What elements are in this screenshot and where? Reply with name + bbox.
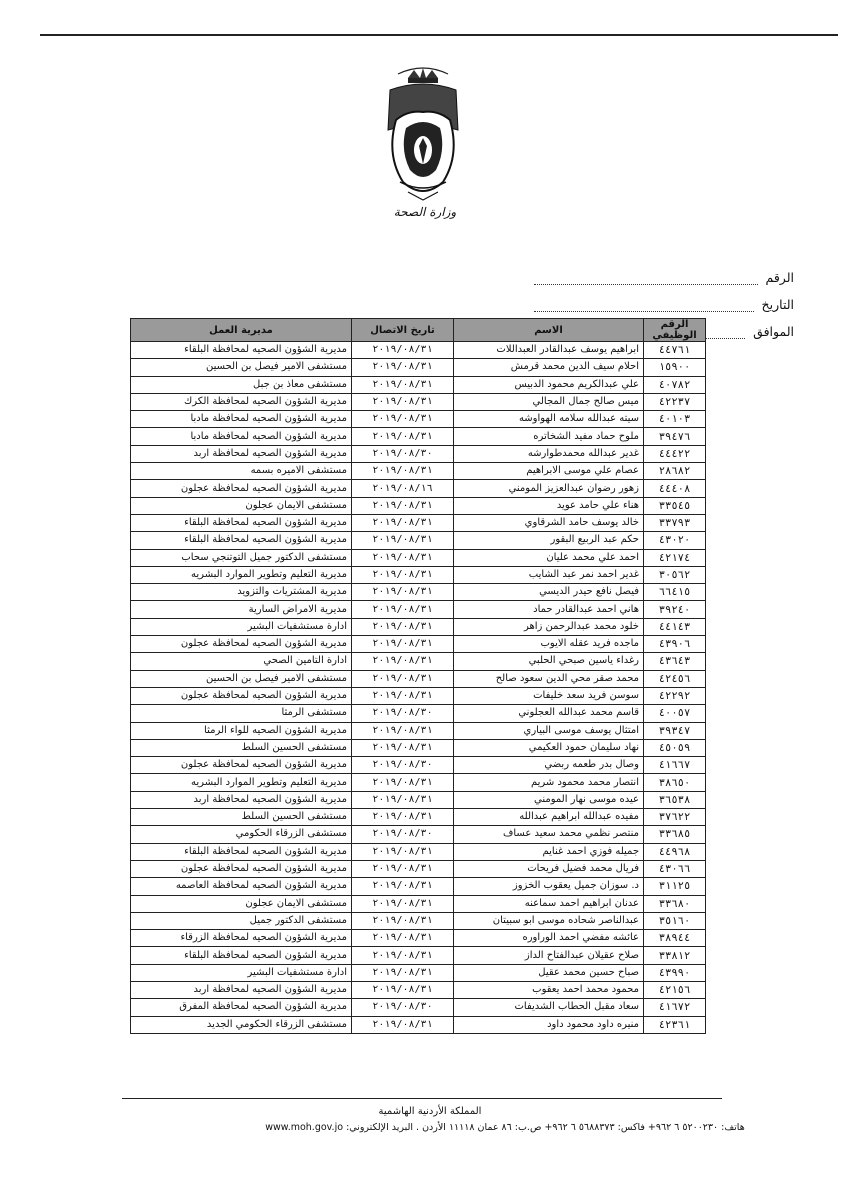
employee-name-cell: سعاد مقبل الحطاب الشديفات	[454, 999, 644, 1016]
workplace-cell: مستشفى الحسين السلط	[131, 739, 352, 756]
table-row	[131, 999, 706, 1016]
workplace-cell: مستشفى الامير فيصل بن الحسين	[131, 670, 352, 687]
employee-name-cell: منيره داود محمود داود	[454, 1016, 644, 1033]
ref-corresponding-label: الموافق	[753, 324, 794, 339]
workplace-cell: مستشفى الزرقاء الحكومي الجديد	[131, 1016, 352, 1033]
employee-number-cell: ١٥٩٠٠	[644, 359, 706, 376]
employees-table-wrapper	[130, 318, 705, 1034]
employee-number-cell: ٤٤٤٠٨	[644, 480, 706, 497]
workplace-cell: مديرية الشؤون الصحيه للواء الرمثا	[131, 722, 352, 739]
employee-name-cell: محمد صقر محي الدين سعود صالح	[454, 670, 644, 687]
contact-date-cell: ٢٠١٩/٠٨/٣١	[352, 497, 454, 514]
table-row	[131, 653, 706, 670]
employee-name-cell: عصام علي موسى الابراهيم	[454, 463, 644, 480]
employee-name-cell: عدنان ابراهيم احمد سماعنه	[454, 895, 644, 912]
employee-number-cell: ٣١١٢٥	[644, 878, 706, 895]
workplace-cell: مديرية الشؤون الصحيه لمحافظة البلقاء	[131, 514, 352, 531]
contact-date-cell: ٢٠١٩/٠٨/٣١	[352, 359, 454, 376]
workplace-cell: مديرية المشتريات والتزويد	[131, 584, 352, 601]
employee-name-cell: غدير عبدالله محمدطوارشه	[454, 445, 644, 462]
employee-name-cell: سيته عبدالله سلامه الهواوشه	[454, 411, 644, 428]
footer-contact-details: هاتف: ٥٢٠٠٢٣٠ ٦ ٩٦٢+ فاكس: ٥٦٨٨٣٧٣ ٦ ٩٦٢+ ص.ب: ٨٦ عمان ١١١١٨ الأردن . البريد الإلكتروني:	[346, 1122, 745, 1133]
contact-date-cell: ٢٠١٩/٠٨/٣١	[352, 791, 454, 808]
employee-name-cell: فيصل نافع حيدر الديسي	[454, 584, 644, 601]
table-row	[131, 739, 706, 756]
workplace-cell: مديرية الشؤون الصحيه لمحافظة مادبا	[131, 411, 352, 428]
contact-date-cell: ٢٠١٩/٠٨/٣٠	[352, 757, 454, 774]
workplace-cell: مديرية الشؤون الصحيه لمحافظة اربد	[131, 981, 352, 998]
employee-name-cell: سوسن فريد سعد خليفات	[454, 687, 644, 704]
workplace-cell: مديرية الشؤون الصحيه لمحافظة العاصمه	[131, 878, 352, 895]
employee-name-cell: عائشه مفضي احمد الوراوره	[454, 930, 644, 947]
contact-date-cell: ٢٠١٩/٠٨/٣١	[352, 376, 454, 393]
employee-name-cell: ميس صالح جمال المجالي	[454, 393, 644, 410]
table-row	[131, 532, 706, 549]
table-row	[131, 342, 706, 359]
employee-number-cell: ٤٢٢٣٧	[644, 393, 706, 410]
employee-number-cell: ٢٨٦٨٢	[644, 463, 706, 480]
contact-date-cell: ٢٠١٩/٠٨/٣١	[352, 342, 454, 359]
table-row	[131, 359, 706, 376]
employee-number-cell: ٣٣٨١٢	[644, 947, 706, 964]
workplace-cell: مستشفى معاذ بن جبل	[131, 376, 352, 393]
workplace-cell: مستشفى الزرقاء الحكومي	[131, 826, 352, 843]
column-header-employee-number: الرقم الوظيفي	[644, 319, 706, 342]
contact-date-cell: ٢٠١٩/٠٨/٣٠	[352, 826, 454, 843]
table-row	[131, 636, 706, 653]
contact-date-cell: ٢٠١٩/٠٨/٣١	[352, 809, 454, 826]
table-row	[131, 930, 706, 947]
ministry-name: وزارة الصحة	[393, 205, 457, 219]
footer-rule	[122, 1098, 722, 1099]
workplace-cell: ادارة التامين الصحي	[131, 653, 352, 670]
employee-name-cell: احلام سيف الدين محمد قرمش	[454, 359, 644, 376]
table-row	[131, 895, 706, 912]
table-row	[131, 791, 706, 808]
workplace-cell: مديرية الشؤون الصحيه لمحافظة الزرقاء	[131, 930, 352, 947]
contact-date-cell: ٢٠١٩/٠٨/٣١	[352, 411, 454, 428]
workplace-cell: مديرية التعليم وتطوير الموارد البشريه	[131, 774, 352, 791]
employee-number-cell: ٤٣٦٤٣	[644, 653, 706, 670]
contact-date-cell: ٢٠١٩/٠٨/١٦	[352, 480, 454, 497]
contact-date-cell: ٢٠١٩/٠٨/٣١	[352, 739, 454, 756]
employee-number-cell: ٣٣٦٨٥	[644, 826, 706, 843]
employee-name-cell: حكم عبد الربيع البقور	[454, 532, 644, 549]
employee-name-cell: مفيده عبدالله ابراهيم عبدالله	[454, 809, 644, 826]
contact-date-cell: ٢٠١٩/٠٨/٣١	[352, 687, 454, 704]
employee-number-cell: ٤٢٢٩٢	[644, 687, 706, 704]
workplace-cell: مستشفى الاميره بسمه	[131, 463, 352, 480]
employee-number-cell: ٤٤١٤٣	[644, 618, 706, 635]
employee-name-cell: محمود محمد احمد يعقوب	[454, 981, 644, 998]
employee-number-cell: ٣٨٦٥٠	[644, 774, 706, 791]
table-row	[131, 843, 706, 860]
contact-date-cell: ٢٠١٩/٠٨/٣١	[352, 549, 454, 566]
workplace-cell: مستشفى الدكتور جميل التوتنجي سحاب	[131, 549, 352, 566]
contact-date-cell: ٢٠١٩/٠٨/٣١	[352, 722, 454, 739]
employee-number-cell: ٣٥١٦٠	[644, 912, 706, 929]
contact-date-cell: ٢٠١٩/٠٨/٣٠	[352, 999, 454, 1016]
employee-number-cell: ٤٢٤٥٦	[644, 670, 706, 687]
table-header-row	[131, 319, 706, 342]
employee-number-cell: ٦٦٤١٥	[644, 584, 706, 601]
employee-name-cell: صباح حسين محمد عقيل	[454, 964, 644, 981]
employee-number-cell: ٣٨٩٤٤	[644, 930, 706, 947]
table-row	[131, 826, 706, 843]
contact-date-cell: ٢٠١٩/٠٨/٣١	[352, 912, 454, 929]
footer-kingdom-name: المملكة الأردنية الهاشمية	[378, 1106, 482, 1117]
employee-number-cell: ٣٣٦٨٠	[644, 895, 706, 912]
contact-date-cell: ٢٠١٩/٠٨/٣١	[352, 618, 454, 635]
table-row	[131, 393, 706, 410]
employee-number-cell: ٣٩٤٧٦	[644, 428, 706, 445]
workplace-cell: مديرية الشؤون الصحيه لمحافظة اربد	[131, 445, 352, 462]
employee-name-cell: نهاد سليمان حمود العكيمي	[454, 739, 644, 756]
workplace-cell: مديرية الشؤون الصحيه لمحافظة اربد	[131, 791, 352, 808]
workplace-cell: مديرية الشؤون الصحيه لمحافظة عجلون	[131, 636, 352, 653]
contact-date-cell: ٢٠١٩/٠٨/٣١	[352, 947, 454, 964]
table-row	[131, 809, 706, 826]
employee-name-cell: منتصر نظمي محمد سعيد عساف	[454, 826, 644, 843]
table-row	[131, 687, 706, 704]
workplace-cell: مستشفى الامير فيصل بن الحسين	[131, 359, 352, 376]
employee-name-cell: غدير احمد نمر عبد الشايب	[454, 566, 644, 583]
contact-date-cell: ٢٠١٩/٠٨/٣١	[352, 393, 454, 410]
employee-name-cell: ماجده فريد عقله الايوب	[454, 636, 644, 653]
table-row	[131, 981, 706, 998]
employee-number-cell: ٤٣٩٠٦	[644, 636, 706, 653]
column-header-date: تاريخ الاتصال	[352, 319, 454, 342]
employee-name-cell: وصال بدر طعمه ربضي	[454, 757, 644, 774]
employee-number-cell: ٣٩٢٤٠	[644, 601, 706, 618]
ref-date-label: التاريخ	[761, 297, 794, 312]
contact-date-cell: ٢٠١٩/٠٨/٣١	[352, 964, 454, 981]
coat-of-arms-emblem	[378, 60, 468, 210]
employee-name-cell: قاسم محمد عبدالله العجلوني	[454, 705, 644, 722]
table-row	[131, 964, 706, 981]
ref-number-blank	[534, 273, 758, 285]
table-row	[131, 860, 706, 877]
employee-number-cell: ٣٩٣٤٧	[644, 722, 706, 739]
table-row	[131, 670, 706, 687]
employee-name-cell: صلاح عقيلان عبدالفتاح الداز	[454, 947, 644, 964]
table-row	[131, 705, 706, 722]
employee-number-cell: ٤٤٤٢٢	[644, 445, 706, 462]
table-row	[131, 757, 706, 774]
workplace-cell: مديرية الشؤون الصحيه لمحافظة الكرك	[131, 393, 352, 410]
workplace-cell: مستشفى الايمان عجلون	[131, 895, 352, 912]
workplace-cell: مستشفى الايمان عجلون	[131, 497, 352, 514]
employee-name-cell: د. سوزان جميل يعقوب الخزوز	[454, 878, 644, 895]
employee-number-cell: ٣٦٥٣٨	[644, 791, 706, 808]
employees-table	[130, 318, 706, 1034]
contact-date-cell: ٢٠١٩/٠٨/٣١	[352, 463, 454, 480]
employee-name-cell: هاني احمد عبدالقادر حماد	[454, 601, 644, 618]
contact-date-cell: ٢٠١٩/٠٨/٣١	[352, 532, 454, 549]
workplace-cell: ادارة مستشفيات البشير	[131, 964, 352, 981]
employee-number-cell: ٤٣٠٦٦	[644, 860, 706, 877]
workplace-cell: مديرية الشؤون الصحيه لمحافظة عجلون	[131, 757, 352, 774]
employee-number-cell: ٤٤٧٦١	[644, 342, 706, 359]
contact-date-cell: ٢٠١٩/٠٨/٣١	[352, 428, 454, 445]
contact-date-cell: ٢٠١٩/٠٨/٣١	[352, 566, 454, 583]
contact-date-cell: ٢٠١٩/٠٨/٣٠	[352, 445, 454, 462]
workplace-cell: مستشفى الحسين السلط	[131, 809, 352, 826]
ref-date-row	[534, 285, 794, 312]
contact-date-cell: ٢٠١٩/٠٨/٣١	[352, 636, 454, 653]
employee-number-cell: ٤١٦٦٧	[644, 757, 706, 774]
table-row	[131, 549, 706, 566]
employee-name-cell: ملوح حماد مفيد الشخاتره	[454, 428, 644, 445]
ref-date-blank	[534, 300, 754, 312]
employee-number-cell: ٤٠٠٥٧	[644, 705, 706, 722]
employee-name-cell: فريال محمد فضيل فريحات	[454, 860, 644, 877]
workplace-cell: مديرية الشؤون الصحيه لمحافظة عجلون	[131, 480, 352, 497]
header-rule	[40, 34, 838, 36]
contact-date-cell: ٢٠١٩/٠٨/٣١	[352, 670, 454, 687]
employee-number-cell: ٤٣٩٩٠	[644, 964, 706, 981]
employee-name-cell: عبدالناصر شحاده موسى ابو سبيتان	[454, 912, 644, 929]
table-row	[131, 514, 706, 531]
employee-number-cell: ٣٠٥٦٢	[644, 566, 706, 583]
workplace-cell: مديرية الشؤون الصحيه لمحافظة مادبا	[131, 428, 352, 445]
contact-date-cell: ٢٠١٩/٠٨/٣١	[352, 895, 454, 912]
employee-name-cell: خالد يوسف حامد الشرقاوي	[454, 514, 644, 531]
contact-date-cell: ٢٠١٩/٠٨/٣١	[352, 1016, 454, 1033]
table-row	[131, 566, 706, 583]
employee-name-cell: جميله فوزي احمد غنايم	[454, 843, 644, 860]
employee-name-cell: انتصار محمد محمود شريم	[454, 774, 644, 791]
contact-date-cell: ٢٠١٩/٠٨/٣١	[352, 601, 454, 618]
footer-website-link[interactable]: www.moh.gov.jo	[265, 1122, 344, 1133]
contact-date-cell: ٢٠١٩/٠٨/٣١	[352, 878, 454, 895]
table-row	[131, 774, 706, 791]
workplace-cell: مديرية التعليم وتطوير الموارد البشريه	[131, 566, 352, 583]
ref-number-label: الرقم	[765, 270, 794, 285]
employee-name-cell: امتثال يوسف موسى البياري	[454, 722, 644, 739]
table-row	[131, 428, 706, 445]
table-row	[131, 601, 706, 618]
employee-number-cell: ٤٣٠٢٠	[644, 532, 706, 549]
employee-number-cell: ٣٣٥٤٥	[644, 497, 706, 514]
workplace-cell: مديرية الشؤون الصحيه لمحافظة البلقاء	[131, 947, 352, 964]
table-row	[131, 584, 706, 601]
employee-name-cell: زهور رضوان عبدالعزيز المومني	[454, 480, 644, 497]
workplace-cell: مستشفى الدكتور جميل	[131, 912, 352, 929]
table-row	[131, 618, 706, 635]
employee-number-cell: ٤٥٠٥٩	[644, 739, 706, 756]
table-row	[131, 1016, 706, 1033]
contact-date-cell: ٢٠١٩/٠٨/٣١	[352, 930, 454, 947]
table-row	[131, 722, 706, 739]
contact-date-cell: ٢٠١٩/٠٨/٣١	[352, 584, 454, 601]
employee-number-cell: ٤٠١٠٣	[644, 411, 706, 428]
employee-name-cell: رغداء ياسين صبحي الحلبي	[454, 653, 644, 670]
table-row	[131, 912, 706, 929]
workplace-cell: مديرية الشؤون الصحيه لمحافظة البلقاء	[131, 342, 352, 359]
table-row	[131, 445, 706, 462]
column-header-name: الاسم	[454, 319, 644, 342]
employee-number-cell: ٣٣٧٩٣	[644, 514, 706, 531]
employee-number-cell: ٤٢١٧٤	[644, 549, 706, 566]
employee-name-cell: خلود محمد عبدالرحمن زاهر	[454, 618, 644, 635]
contact-date-cell: ٢٠١٩/٠٨/٣١	[352, 514, 454, 531]
employee-name-cell: هناء علي حامد عويد	[454, 497, 644, 514]
contact-date-cell: ٢٠١٩/٠٨/٣١	[352, 843, 454, 860]
workplace-cell: مستشفى الرمثا	[131, 705, 352, 722]
employee-name-cell: ابراهيم يوسف عبدالقادر العبداللات	[454, 342, 644, 359]
table-row	[131, 376, 706, 393]
employee-name-cell: احمد علي محمد عليان	[454, 549, 644, 566]
workplace-cell: مديرية الامراض السارية	[131, 601, 352, 618]
contact-date-cell: ٢٠١٩/٠٨/٣١	[352, 774, 454, 791]
workplace-cell: مديرية الشؤون الصحيه لمحافظة البلقاء	[131, 843, 352, 860]
table-row	[131, 947, 706, 964]
employee-number-cell: ٤٠٧٨٢	[644, 376, 706, 393]
table-row	[131, 480, 706, 497]
table-row	[131, 878, 706, 895]
employee-name-cell: عيده موسى نهار المومني	[454, 791, 644, 808]
table-row	[131, 497, 706, 514]
workplace-cell: مديرية الشؤون الصحيه لمحافظة عجلون	[131, 687, 352, 704]
ref-number-row	[534, 258, 794, 285]
employee-number-cell: ٣٧٦٢٢	[644, 809, 706, 826]
employee-number-cell: ٤١٦٧٢	[644, 999, 706, 1016]
footer-contact-line	[210, 1122, 800, 1133]
table-row	[131, 463, 706, 480]
contact-date-cell: ٢٠١٩/٠٨/٣١	[352, 653, 454, 670]
workplace-cell: ادارة مستشفيات البشير	[131, 618, 352, 635]
contact-date-cell: ٢٠١٩/٠٨/٣١	[352, 981, 454, 998]
employee-number-cell: ٤٤٩٦٨	[644, 843, 706, 860]
workplace-cell: مديرية الشؤون الصحيه لمحافظة عجلون	[131, 860, 352, 877]
workplace-cell: مديرية الشؤون الصحيه لمحافظة المفرق	[131, 999, 352, 1016]
table-row	[131, 411, 706, 428]
workplace-cell: مديرية الشؤون الصحيه لمحافظة البلقاء	[131, 532, 352, 549]
employee-number-cell: ٤٢١٥٦	[644, 981, 706, 998]
employee-number-cell: ٤٢٣٦١	[644, 1016, 706, 1033]
contact-date-cell: ٢٠١٩/٠٨/٣٠	[352, 705, 454, 722]
contact-date-cell: ٢٠١٩/٠٨/٣١	[352, 860, 454, 877]
employee-name-cell: علي عبدالكريم محمود الدبيس	[454, 376, 644, 393]
column-header-workplace: مديرية العمل	[131, 319, 352, 342]
